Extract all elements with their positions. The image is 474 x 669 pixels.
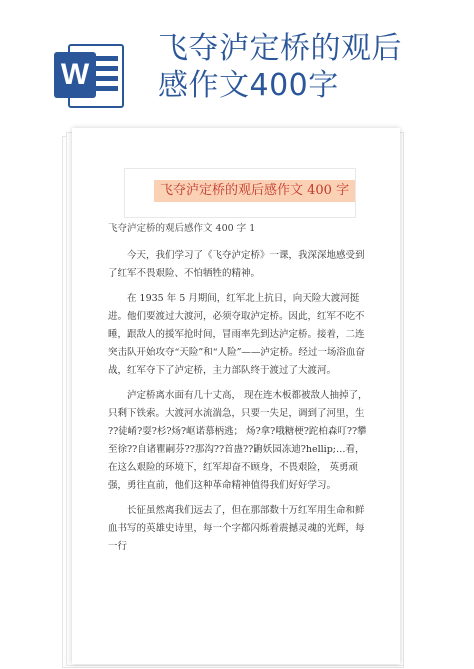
paragraph: 泸定桥离水面有几十丈高， 现在连木板都被敌人抽掉了， 只剩下铁索。大渡河水流湍急，只要一失足，调到了河里，生 ??徒崤?耍?杉?炀?岖诺慕柄逃； 炀?拿?哦糖梗?跎柏森叮??攀至徐??自诸瞿嗣芬??那沟??首蛊??鼩妖园冻迪?hellip;…看，在这么艰险的环境下，红军却奋不顾身，不畏艰险， 英勇顽强，勇往直前，他们这种革命精神值得我们好好学习。 [108, 390, 368, 491]
banner-title [158, 30, 458, 104]
document-page [72, 128, 400, 664]
document-body [108, 220, 370, 563]
header-banner [0, 0, 474, 125]
document-title: 飞夺泸定桥的观后感作文 400 字 [154, 180, 355, 202]
word-icon [54, 40, 126, 112]
word-icon-letter: W [54, 52, 96, 98]
document-subtitle: 飞夺泸定桥的观后感作文 400 字 1 [108, 223, 256, 234]
paragraph: 在 1935 年 5 月期间，红军北上抗日，向天险大渡河挺进。他们要渡过大渡河，必须夺取泸定桥。因此，红军不吃不睡，跟敌人的援军抢时间，冒雨率先到达泸定桥。接着，二连突击队开始攻夺“天险”和“人险”——泸定桥。经过一场浴血奋战，红军夺下了泸定桥，主力部队终于渡过了大渡河。 [108, 293, 365, 376]
banner-title-line-2: 感作文400字 [158, 68, 339, 103]
paragraph: 今天，我们学习了《飞夺泸定桥》一课，我深深地感受到了红军不畏艰险、不怕牺牲的精神。 [108, 250, 365, 279]
page-fade-overlay [72, 604, 400, 664]
banner-title-line-1: 飞夺泸定桥的观后 [158, 31, 402, 66]
paragraph: 长征虽然离我们远去了，但在那部数十万红军用生命和鲜血书写的英雄史诗里，每一个字都闪烁着震撼灵魂的光辉，每一行 [108, 505, 365, 552]
